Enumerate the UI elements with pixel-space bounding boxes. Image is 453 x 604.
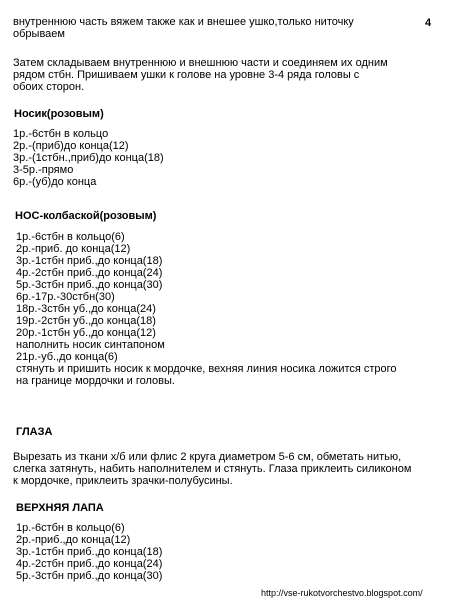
pattern-row: 5р.-3стбн приб.,до конца(30): [16, 570, 163, 582]
pattern-row: 1р.-6стбн в кольцо(6): [16, 231, 125, 243]
eyes-paragraph: [13, 451, 443, 487]
section-heading-nose-sausage: НОС-колбаской(розовым): [15, 210, 157, 222]
section-heading-nose: Носик(розовым): [14, 108, 104, 120]
nose-sausage-rows: [16, 231, 436, 387]
nose-rows: [13, 128, 423, 188]
pattern-row: стянуть и пришить носик к мордочке, вехняя линия носика ложится строго: [16, 363, 397, 375]
intro-paragraph: [13, 16, 423, 40]
pattern-row: 21р.-уб.,до конца(6): [16, 351, 118, 363]
pattern-row: 5р.-3стбн приб.,до конца(30): [16, 279, 163, 291]
assembly-paragraph: [13, 57, 423, 93]
assembly-line: обоих сторон.: [13, 81, 85, 93]
pattern-row: 20р.-1стбн уб.,до конца(12): [16, 327, 156, 339]
intro-line: внутреннюю часть вяжем также как и внешее ушко,только ниточку: [13, 16, 354, 28]
pattern-row: 6р.-(уб)до конца: [13, 176, 97, 188]
upper-paw-rows: [16, 522, 426, 582]
intro-line: обрываем: [13, 28, 65, 40]
pattern-row: на границе мордочки и головы.: [16, 375, 175, 387]
eyes-line: слегка затянуть, набить наполнителем и стянуть. Глаза приклеить силиконом: [13, 463, 412, 475]
pattern-row: 3-5р.-прямо: [13, 164, 74, 176]
pattern-row: 18р.-3стбн уб.,до конца(24): [16, 303, 156, 315]
pattern-row: 4р.-2стбн приб.,до конца(24): [16, 558, 163, 570]
assembly-line: Затем складываем внутреннюю и внешнюю части и соединяем их одним: [13, 57, 388, 69]
pattern-row: 4р.-2стбн приб.,до конца(24): [16, 267, 163, 279]
section-heading-upper-paw: ВЕРХНЯЯ ЛАПА: [16, 502, 104, 514]
eyes-line: Вырезать из ткани х/б или флис 2 круга диаметром 5-6 см, обметать нитью,: [13, 451, 402, 463]
pattern-row: 1р.-6стбн в кольцо: [13, 128, 109, 140]
footer-url: http://vse-rukotvorchestvo.blogspot.com/: [261, 588, 423, 598]
pattern-row: 2р.-приб. до конца(12): [16, 243, 131, 255]
pattern-row: 6р.-17р.-30стбн(30): [16, 291, 115, 303]
page-number: 4: [425, 17, 432, 29]
pattern-row: 3р.-1стбн приб.,до конца(18): [16, 546, 163, 558]
assembly-line: рядом стбн. Пришиваем ушки к голове на уровне 3-4 ряда головы с: [13, 69, 360, 81]
pattern-row: 19р.-2стбн уб.,до конца(18): [16, 315, 156, 327]
pattern-row: 3р.-(1стбн.,приб)до конца(18): [13, 152, 164, 164]
pattern-row: 2р.-приб.,до конца(12): [16, 534, 131, 546]
pattern-row: наполнить носик синтапоном: [16, 339, 165, 351]
eyes-line: к мордочке, приклеить зрачки-полубусины.: [13, 475, 233, 487]
section-heading-eyes: ГЛАЗА: [16, 426, 53, 438]
pattern-row: 2р.-(приб)до конца(12): [13, 140, 129, 152]
pattern-row: 3р.-1стбн приб.,до конца(18): [16, 255, 163, 267]
pattern-row: 1р.-6стбн в кольцо(6): [16, 522, 125, 534]
